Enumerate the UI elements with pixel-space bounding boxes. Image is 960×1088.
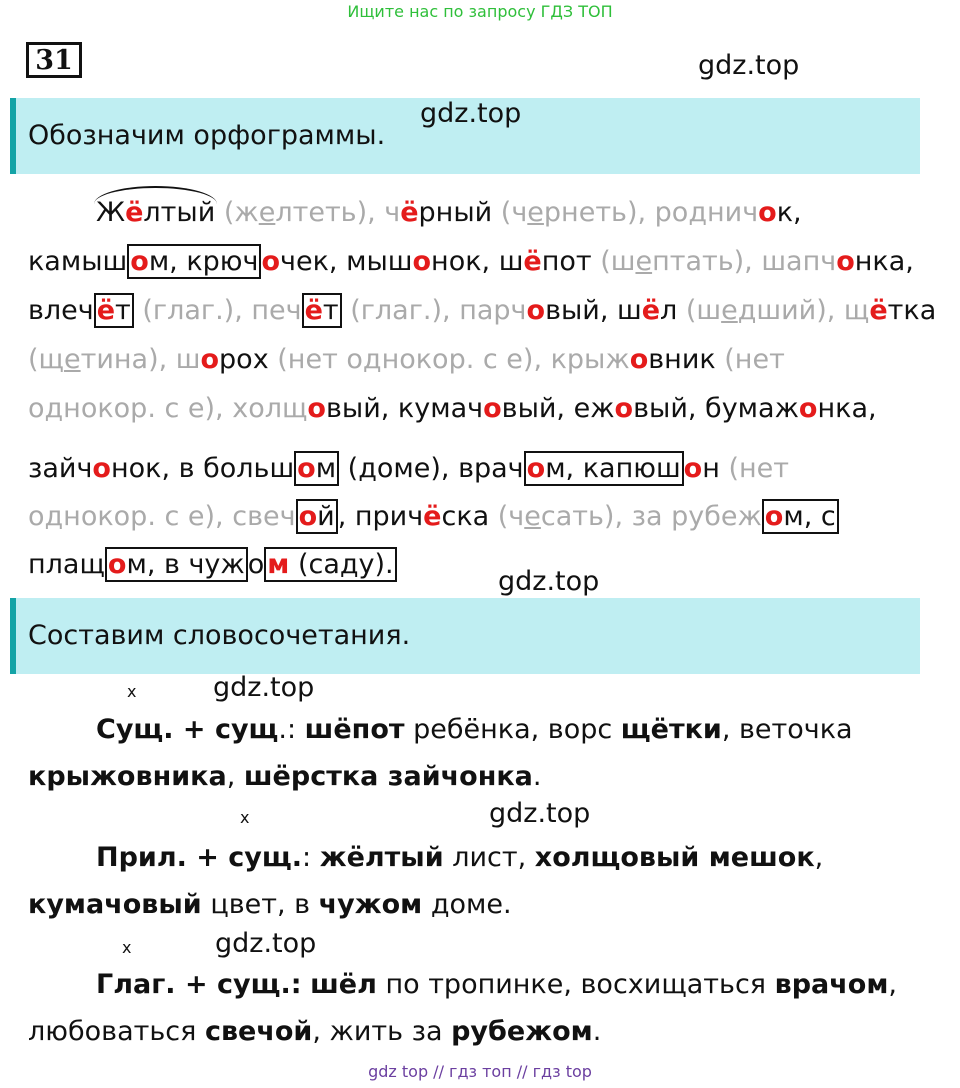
text-line: однокор. с е), холщовый, кумачовый, ежовый, бумажонка, bbox=[28, 393, 877, 424]
x-mark: x bbox=[127, 682, 137, 701]
text-line: Жёлтый (желтеть), чёрный (чернеть), родничок, bbox=[96, 197, 802, 228]
phrase-line: Сущ. + сущ.: шёпот ребёнка, ворс щётки, веточка bbox=[96, 714, 853, 745]
text-line: зайчонок, в больш ом (доме), врач ом, капюш он (нет bbox=[28, 453, 789, 484]
watermark: gdz.top bbox=[498, 566, 600, 597]
footer-watermark: gdz top // гдз топ // гдз top bbox=[368, 1062, 592, 1081]
watermark: gdz.top bbox=[215, 928, 317, 959]
watermark: gdz.top bbox=[698, 50, 800, 81]
phrase-line: крыжовника, шёрстка зайчонка. bbox=[28, 761, 542, 792]
text-line: камыш ом, крюч очек, мышонок, шёпот (шептать), шапчонка, bbox=[28, 246, 914, 277]
watermark: gdz.top bbox=[489, 798, 591, 829]
band-title: Обозначим орфограммы. bbox=[28, 120, 386, 151]
phrase-line: Прил. + сущ.: жёлтый лист, холщовый мешок, bbox=[96, 842, 824, 873]
phrase-line: кумачовый цвет, в чужом доме. bbox=[28, 889, 512, 920]
text-line: однокор. с е), свеч ой , причёска (чесать), за рубеж ом, с bbox=[28, 500, 928, 534]
morpheme-root-arc: Жёлтый bbox=[96, 197, 216, 228]
watermark: gdz.top bbox=[420, 98, 522, 129]
search-hint: Ищите нас по запросу ГДЗ ТОП bbox=[347, 2, 613, 21]
band-title: Составим словосочетания. bbox=[28, 620, 411, 651]
x-mark: x bbox=[240, 808, 250, 827]
text-line: влеч ёт (глаг.), печ ёт (глаг.), парчовый, шёл (шедший), щётка bbox=[28, 295, 937, 326]
x-mark: x bbox=[122, 938, 132, 957]
phrase-line: любоваться свечой, жить за рубежом. bbox=[28, 1016, 602, 1047]
phrases-band bbox=[10, 598, 920, 674]
text-line: плащ ом, в чуж о м (саду). bbox=[28, 548, 928, 582]
exercise-number: 31 bbox=[26, 42, 82, 78]
watermark: gdz.top bbox=[213, 672, 315, 703]
text-line: (щетина), шорох (нет однокор. с е), крыжовник (нет bbox=[28, 344, 785, 375]
phrase-line: Глаг. + сущ.: шёл по тропинке, восхищаться врачом, bbox=[96, 969, 897, 1000]
